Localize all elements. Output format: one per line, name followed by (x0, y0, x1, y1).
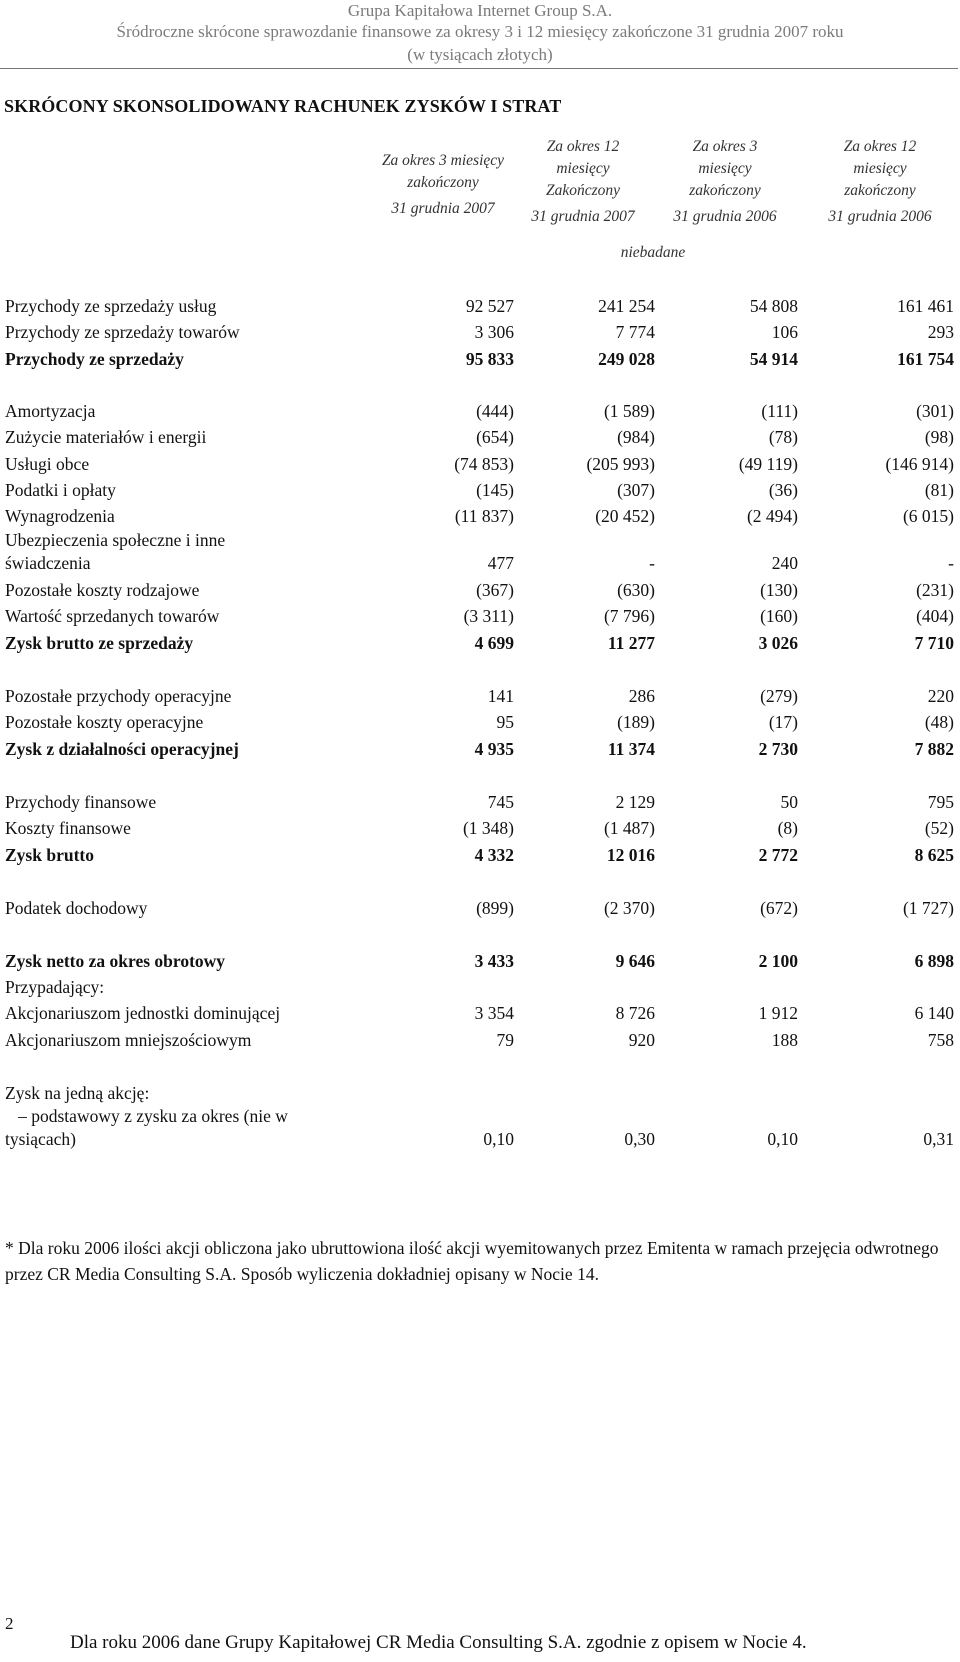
cell-value: (672) (760, 898, 798, 918)
column-header-line: zakończony (689, 182, 761, 199)
cell-value: (52) (924, 818, 954, 838)
cell-value: (49 119) (738, 454, 798, 474)
cell-value: (984) (617, 427, 655, 447)
cell-value: 11 374 (607, 739, 655, 759)
cell-value: (899) (476, 898, 514, 918)
cell-value: 758 (927, 1030, 954, 1050)
cell-value: 92 527 (465, 296, 514, 316)
table-row (0, 818, 960, 844)
table-row (0, 686, 960, 712)
cell-value: (404) (916, 606, 954, 626)
cell-value: (3 311) (463, 606, 514, 626)
table-row (0, 606, 960, 632)
table-row (0, 506, 960, 532)
cell-value: (145) (476, 480, 514, 500)
cell-value: 795 (927, 792, 954, 812)
row-label: Akcjonariuszom mniejszościowym (5, 1030, 252, 1050)
row-label: – podstawowy z zysku za okres (nie w (5, 1106, 288, 1126)
cell-value: 8 625 (914, 845, 954, 865)
cell-value: - (649, 553, 655, 573)
cell-value: 54 914 (749, 349, 798, 369)
table-row (0, 898, 960, 924)
cell-value: (130) (760, 580, 798, 600)
cell-value: (231) (916, 580, 954, 600)
cell-value: 241 254 (598, 296, 655, 316)
table-row (0, 349, 960, 375)
cell-value: 7 774 (615, 322, 655, 342)
cell-value: 50 (780, 792, 798, 812)
report-units: (w tysiącach złotych) (407, 45, 553, 64)
cell-value: 8 726 (615, 1003, 655, 1023)
cell-value: 4 332 (474, 845, 514, 865)
row-label: Przypadający: (5, 977, 105, 997)
table-row (0, 1003, 960, 1029)
cell-value: 0,10 (483, 1129, 514, 1149)
table-row (0, 553, 960, 579)
cell-value: 4 935 (474, 739, 514, 759)
cell-value: 286 (628, 686, 655, 706)
table-row (0, 951, 960, 977)
table-row (0, 977, 960, 1003)
table-row (0, 739, 960, 765)
column-header-line: zakończony (844, 182, 916, 199)
cell-value: 249 028 (598, 349, 655, 369)
table-row (0, 633, 960, 659)
row-label: Amortyzacja (5, 401, 96, 421)
cell-value: 2 100 (758, 951, 798, 971)
table-row (0, 322, 960, 348)
cell-value: (74 853) (454, 454, 514, 474)
column-header-line: 31 grudnia 2006 (828, 208, 932, 225)
column-header-3 (655, 137, 795, 233)
row-label: Usługi obce (5, 454, 90, 474)
cell-value: 2 730 (758, 739, 798, 759)
report-subtitle: Śródroczne skrócone sprawozdanie finansowe za okresy 3 i 12 miesięcy zakończone 31 grudnia 2007 roku (116, 22, 844, 41)
column-header-line: Za okres 12 (546, 138, 620, 155)
cell-value: 3 354 (474, 1003, 514, 1023)
cell-value: 79 (496, 1030, 514, 1050)
column-header-line: Za okres 3 miesięcy (381, 152, 505, 169)
header-divider (0, 68, 958, 69)
cell-value: (146 914) (885, 454, 954, 474)
cell-value: 161 461 (897, 296, 954, 316)
table-row (0, 401, 960, 427)
column-header-line: miesięcy (698, 160, 752, 177)
column-header-line: zakończony (407, 174, 479, 191)
cell-value: 6 898 (914, 951, 954, 971)
table-row (0, 454, 960, 480)
statement-title: SKRÓCONY SKONSOLIDOWANY RACHUNEK ZYSKÓW I STRAT (4, 96, 562, 116)
cell-value: (98) (924, 427, 954, 447)
cell-value: (630) (617, 580, 655, 600)
column-header-line: Zakończony (545, 182, 621, 199)
cell-value: 7 882 (914, 739, 954, 759)
cell-value: 220 (927, 686, 954, 706)
row-label: Przychody ze sprzedaży usług (5, 296, 217, 316)
cell-value: 141 (487, 686, 514, 706)
cell-value: (20 452) (595, 506, 655, 526)
row-label: tysiącach) (5, 1129, 76, 1149)
table-row (0, 296, 960, 322)
cell-value: 7 710 (914, 633, 954, 653)
cell-value: 4 699 (474, 633, 514, 653)
cell-value: (2 370) (603, 898, 655, 918)
cell-value: 745 (487, 792, 514, 812)
cell-value: (7 796) (603, 606, 655, 626)
unaudited-label: niebadane (620, 244, 686, 261)
table-row (0, 712, 960, 738)
row-label: Wartość sprzedanych towarów (5, 606, 220, 626)
row-label: Pozostałe koszty operacyjne (5, 712, 204, 732)
row-label: Podatki i opłaty (5, 480, 116, 500)
column-header-4 (810, 137, 950, 233)
row-label: Zużycie materiałów i energii (5, 427, 207, 447)
row-label: Akcjonariuszom jednostki dominującej (5, 1003, 281, 1023)
cell-value: (36) (768, 480, 798, 500)
cell-value: 11 277 (607, 633, 655, 653)
table-row (0, 792, 960, 818)
column-header-line: Za okres 3 (692, 138, 758, 155)
eps-note: * Dla roku 2006 ilości akcji obliczona jako ubruttowiona ilość akcji wyemitowanych przez Emitenta w ramach przejęcia odwrotnego przez CR Media Consulting S.A. Sposób wyliczenia dokładniej opisany w Nocie 14. (5, 1238, 939, 1284)
table-row (0, 480, 960, 506)
table-row (0, 845, 960, 871)
table-row (0, 580, 960, 606)
cell-value: 3 306 (474, 322, 514, 342)
footnote-text: Dla roku 2006 dane Grupy Kapitałowej CR Media Consulting S.A. zgodnie z opisem w Nocie 4. (70, 1632, 807, 1653)
column-header-1 (373, 137, 513, 225)
cell-value: (1 487) (603, 818, 655, 838)
cell-value: 2 772 (758, 845, 798, 865)
cell-value: (654) (476, 427, 514, 447)
table-row (0, 1030, 960, 1056)
cell-value: (279) (760, 686, 798, 706)
cell-value: 0,10 (767, 1129, 798, 1149)
row-label: Zysk brutto (5, 845, 94, 865)
cell-value: 95 (496, 712, 514, 732)
cell-value: (1 727) (902, 898, 954, 918)
row-label: Zysk z działalności operacyjnej (5, 739, 239, 759)
cell-value: (367) (476, 580, 514, 600)
cell-value: (78) (768, 427, 798, 447)
cell-value: 3 026 (758, 633, 798, 653)
row-label: Zysk brutto ze sprzedaży (5, 633, 194, 653)
row-label: Ubezpieczenia społeczne i inne (5, 530, 226, 550)
footnote-number: 2 (5, 1614, 14, 1633)
cell-value: 3 433 (474, 951, 514, 971)
cell-value: 0,31 (923, 1129, 954, 1149)
cell-value: 161 754 (897, 349, 954, 369)
row-label: Przychody finansowe (5, 792, 157, 812)
cell-value: 293 (927, 322, 954, 342)
cell-value: 6 140 (914, 1003, 954, 1023)
cell-value: (11 837) (454, 506, 514, 526)
cell-value: 12 016 (606, 845, 655, 865)
cell-value: (444) (476, 401, 514, 421)
cell-value: 1 912 (758, 1003, 798, 1023)
column-header-line: 31 grudnia 2007 (391, 200, 495, 217)
cell-value: 240 (771, 553, 798, 573)
cell-value: (81) (924, 480, 954, 500)
cell-value: (111) (761, 401, 798, 421)
column-header-line: 31 grudnia 2006 (673, 208, 777, 225)
column-header-line: 31 grudnia 2007 (531, 208, 635, 225)
cell-value: (48) (924, 712, 954, 732)
row-label: Wynagrodzenia (5, 506, 115, 526)
table-row (0, 1129, 960, 1155)
cell-value: (160) (760, 606, 798, 626)
cell-value: (6 015) (902, 506, 954, 526)
cell-value: 106 (771, 322, 798, 342)
report-company-name: Grupa Kapitałowa Internet Group S.A. (347, 1, 613, 20)
row-label: Pozostałe przychody operacyjne (5, 686, 232, 706)
column-header-line: Za okres 12 (843, 138, 917, 155)
cell-value: (1 589) (603, 401, 655, 421)
row-label: Zysk na jedną akcję: (5, 1083, 150, 1103)
cell-value: 9 646 (615, 951, 655, 971)
cell-value: (8) (777, 818, 798, 838)
cell-value: (307) (617, 480, 655, 500)
cell-value: (1 348) (462, 818, 514, 838)
cell-value: 920 (628, 1030, 655, 1050)
cell-value: 188 (771, 1030, 798, 1050)
column-header-line: miesięcy (556, 160, 610, 177)
row-label: Podatek dochodowy (5, 898, 148, 918)
cell-value: 95 833 (465, 349, 514, 369)
cell-value: 54 808 (749, 296, 798, 316)
cell-value: (189) (617, 712, 655, 732)
row-label: Koszty finansowe (5, 818, 131, 838)
cell-value: 477 (487, 553, 514, 573)
cell-value: - (948, 553, 954, 573)
column-header-2 (513, 137, 653, 233)
column-header-line: miesięcy (853, 160, 907, 177)
table-row (0, 427, 960, 453)
cell-value: (205 993) (586, 454, 655, 474)
row-label: Przychody ze sprzedaży (5, 349, 184, 369)
cell-value: (2 494) (746, 506, 798, 526)
row-label: Zysk netto za okres obrotowy (5, 951, 226, 971)
cell-value: 0,30 (624, 1129, 655, 1149)
cell-value: 2 129 (615, 792, 655, 812)
row-label: Pozostałe koszty rodzajowe (5, 580, 200, 600)
row-label: Przychody ze sprzedaży towarów (5, 322, 240, 342)
row-label: świadczenia (5, 553, 91, 573)
cell-value: (17) (768, 712, 798, 732)
cell-value: (301) (916, 401, 954, 421)
